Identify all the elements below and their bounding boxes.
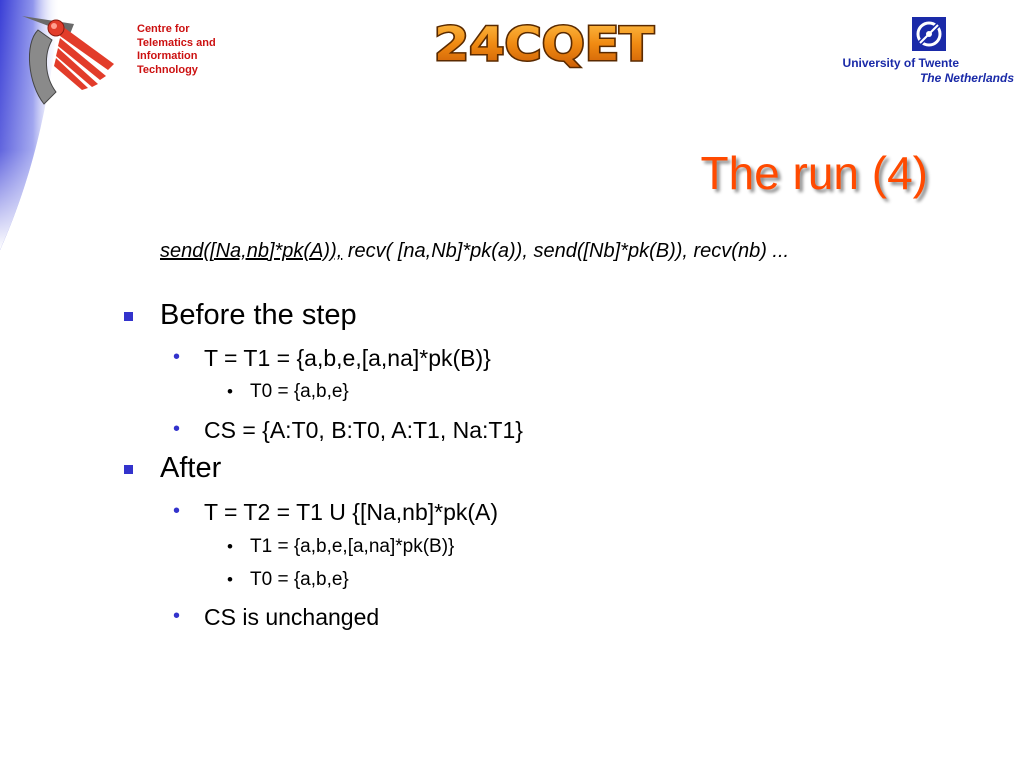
- intro-rest: recv( [na,Nb]*pk(a)), send([Nb]*pk(B)), recv(nb) ...: [342, 240, 790, 262]
- brand-logo: [428, 14, 660, 70]
- square-bullet-icon: [124, 312, 133, 321]
- dot-bullet-icon: •: [173, 418, 181, 440]
- university-twente-logo-icon: [912, 17, 946, 51]
- dot-bullet-icon: •: [227, 382, 233, 401]
- ctit-name: [137, 23, 216, 77]
- intro-text: [160, 239, 880, 264]
- bullet-level3: T0 = {a,b,e}: [250, 569, 349, 590]
- university-name: University of Twente: [842, 56, 959, 70]
- dot-bullet-icon: •: [227, 537, 233, 556]
- ctit-line: Centre for: [137, 23, 190, 35]
- bullet-level2: T = T2 = T1 U {[Na,nb]*pk(A): [204, 499, 499, 525]
- dot-bullet-icon: •: [227, 570, 233, 589]
- intro-underlined: send([Na,nb]*pk(A)),: [160, 240, 343, 262]
- brand-logo-text: 24CQET: [434, 17, 655, 70]
- bullet-level2: CS = {A:T0, B:T0, A:T1, Na:T1}: [204, 417, 523, 443]
- ctit-line: Information: [137, 50, 198, 62]
- bullet-level3: T1 = {a,b,e,[a,na]*pk(B)}: [250, 536, 455, 557]
- dot-bullet-icon: •: [173, 605, 181, 627]
- slide-title: The run (4): [700, 147, 928, 199]
- bullet-level2: T = T1 = {a,b,e,[a,na]*pk(B)}: [204, 345, 491, 371]
- bullet-level1: Before the step: [160, 299, 357, 331]
- bullet-level2: CS is unchanged: [204, 604, 380, 630]
- ctit-logo-icon: [14, 14, 124, 109]
- ctit-line: Technology: [137, 63, 198, 76]
- square-bullet-icon: [124, 465, 133, 474]
- dot-bullet-icon: •: [173, 346, 181, 368]
- university-country: The Netherlands: [919, 71, 1014, 85]
- dot-bullet-icon: •: [173, 500, 181, 522]
- ctit-line: Telematics and: [137, 36, 216, 49]
- bullet-level1: After: [160, 452, 222, 484]
- bullet-level3: T0 = {a,b,e}: [250, 381, 349, 402]
